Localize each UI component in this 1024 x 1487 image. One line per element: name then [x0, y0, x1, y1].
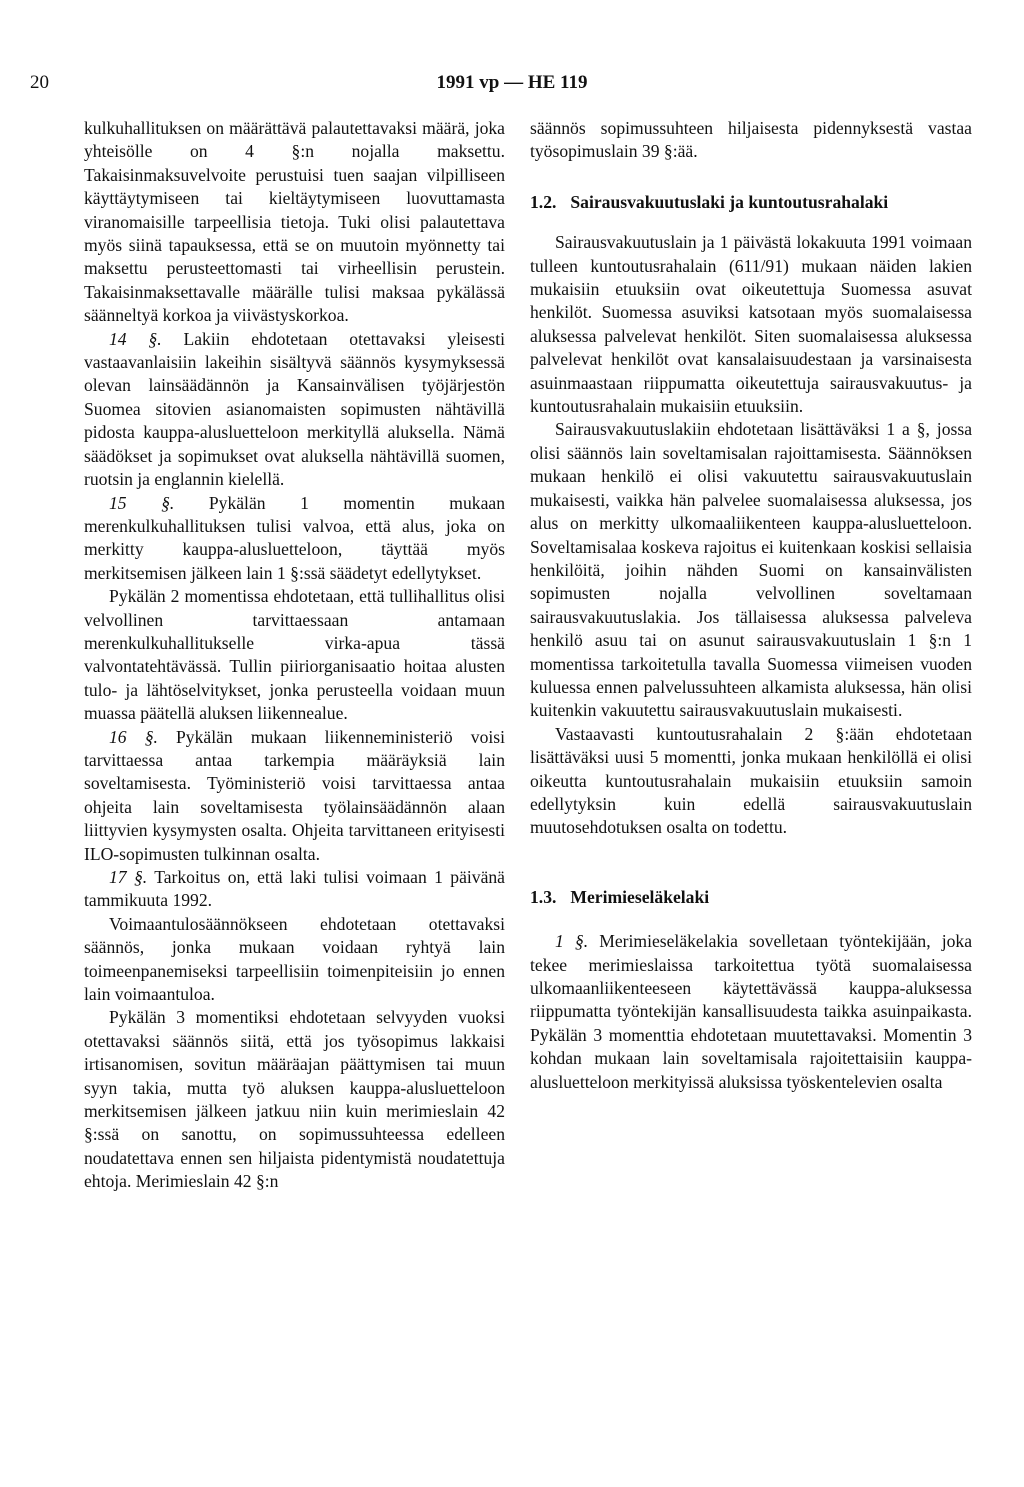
paragraph: Sairausvakuutuslakiin ehdotetaan lisättäväksi 1 a §, jossa olisi säännös lain soveltamisalan rajoittamisesta. Säännöksen mukaan henkilö ei olisi vakuutettu sairausvakuutuslain mukaisesti, vaikka hän palvelee suomalaisessa aluksessa, jos alus on merkitty ulkomaaliikenteen kauppa-alusluetteloon. Soveltamisalaa koskeva rajoitus ei kuitenkaan koskisi sellaisia henkilöitä, joihin nähden Suomi on kansainvälisten sopimusten nojalla velvollinen soveltamaan sairausvakuutuslakia. Jos tällaisessa aluksessa palveleva henkilö asuu tai on asunut sairausvakuutuslain 1 §:n 1 momentissa tarkoitetulla tavalla Suomessa viimeisen vuoden kuluessa ennen palvelussuhteen alkamista aluksessa, hän olisi kuitenkin vakuutettu sairausvakuutuslain mukaisesti. — [530, 419, 972, 721]
paragraph-text: Pykälän 1 momentin mukaan merenkulkuhallituksen tulisi valvoa, että alus, joka on merkitty kauppa-alusluetteloon, täyttää myös merkitsemisen jälkeen lain 1 §:ssä säädetyt edellytykset. — [84, 492, 505, 583]
paragraph — [84, 492, 505, 586]
paragraph: kulkuhallituksen on määrättävä palautettavaksi määrä, joka yhteisölle on 4 §:n nojalla maksettu. Takaisinmaksuvelvoite perustuisi tuen saajan vilpilliseen käyttäytymiseen tai kieltäytymiseen luovuttamasta viranomaisille tarpeellisia tietoja. Tuki olisi palautettava myös siinä tapauksessa, että se on muutoin myönnetty tai maksettu perusteettomasti tai virheellisin perustein. Takaisinmaksettavalle määrälle tulisi maksaa pykälässä säänneltyä korkoa ja viivästyskorkoa. — [84, 118, 505, 326]
paragraph: Vastaavasti kuntoutusrahalain 2 §:ään ehdotetaan lisättäväksi uusi 5 momentti, jonka mukaan henkilöllä ei olisi oikeutta kuntoutusrahalain mukaisiin etuuksiin samoin edellytyksin kuin edellä sairausvakuutuslain muutosehdotuksen osalta on todettu. — [530, 723, 972, 838]
section-heading-number: 1.2. — [530, 191, 557, 212]
paragraph: Pykälän 2 momentissa ehdotetaan, että tullihallitus olisi velvollinen tarvittaessaan antamaan merenkulkuhallitukselle virka-apua tässä valvontatehtävässä. Tullin piiriorganisaatio hoitaa alusten tulo- ja lähtöselvitykset, jonka perusteella voidaan muun muassa päätellä aluksen liikennealue. — [84, 586, 505, 724]
section-heading-title: Merimieseläkelaki — [570, 886, 710, 907]
paragraph — [84, 726, 505, 866]
paragraph-text: Merimieseläkelakia sovelletaan työntekijään, joka tekee merimieslaissa tarkoitettua työtä suomalaisessa ulkomaanliikenteeseen käytettävässä kauppa-aluksessa riippumatta työntekijän kansallisuudesta taikka asuinpaikasta. Pykälän 3 momenttia ehdotetaan muutettavaksi. Momentin 3 kohdan mukaan lain soveltamisala rajoitettaisiin kauppa-alusluetteloon merkityissä aluksissa työskentelevien osalta — [530, 931, 972, 1092]
section-ref: 17 §. — [109, 867, 148, 887]
section-heading — [530, 886, 972, 909]
page-number: 20 — [30, 72, 49, 93]
paragraph — [530, 930, 972, 1094]
left-column — [84, 117, 505, 1194]
paragraph: Voimaantulosäännökseen ehdotetaan otettavaksi säännös, jonka mukaan voidaan ryhtyä lain toimeenpanemiseksi tarpeellisiin toimenpiteisiin jo ennen lain voimaantuloa. — [84, 913, 505, 1005]
section-heading-number: 1.3. — [530, 886, 557, 907]
right-column — [530, 117, 972, 1094]
section-ref: 1 §. — [555, 931, 589, 952]
section-ref: 15 §. — [109, 492, 175, 513]
paragraph-text: Pykälän mukaan liikenneministeriö voisi tarvittaessa antaa tarkempia määräyksiä lain soveltamisesta. Työministeriö voisi tarvittaessa antaa ohjeita lain soveltamisesta työlainsäädännön alaan liittyvien kysymysten osalta. Ohjeita tarvittaneen erityisesti ILO-sopimusten tulkinnan osalta. — [84, 726, 505, 864]
paragraph-text: Lakiin ehdotetaan otettavaksi yleisesti vastaavanlaisiin lakeihin sisältyvä säännös kysymyksessä olevan lainsäädännön ja Kansainvälisen työjärjestön Suomea sitovien asianomaisten sopimusten nähtävillä pidosta kauppa-alusluetteloon merkityllä aluksella. Nämä säädökset ja sopimukset ovat aluksella nähtävillä suomen, ruotsin ja englannin kielellä. — [84, 328, 505, 490]
section-heading-title: Sairausvakuutuslaki ja kuntoutusrahalaki — [570, 191, 889, 212]
section-heading — [530, 191, 972, 214]
running-head: 1991 vp — HE 119 — [436, 72, 588, 93]
section-ref: 16 §. — [109, 726, 158, 747]
paragraph: Sairausvakuutuslain ja 1 päivästä lokakuuta 1991 voimaan tulleen kuntoutusrahalain (611/91) mukaan näiden lakien mukaisiin etuuksiin ovat oikeutettuja Suomessa asuvat henkilöt. Suomessa asuviksi katsotaan myös suomalaisessa aluksessa palvelevat henkilöt. Siten suomalaisessa aluksessa palvelevat henkilöt ovat kansalaisuudestaan ja varsinaisesta asuinmaastaan riippumatta oikeutettuja sairausvakuutus- ja kuntoutusrahalain mukaisiin etuuksiin. — [530, 232, 972, 417]
paragraph — [84, 328, 505, 492]
paragraph — [84, 866, 505, 913]
paragraph-text: Tarkoitus on, että laki tulisi voimaan 1 päivänä tammikuuta 1992. — [84, 867, 505, 911]
paragraph: säännös sopimussuhteen hiljaisesta pidennyksestä vastaa työsopimuslain 39 §:ää. — [530, 118, 972, 162]
section-ref: 14 §. — [109, 328, 162, 349]
paragraph: Pykälän 3 momentiksi ehdotetaan selvyyden vuoksi otettavaksi säännös siitä, että jos työsopimus lakkaisi irtisanomisen, sovitun määräajan päättymisen tai muun syyn takia, mutta työ aluksen kauppa-alusluetteloon merkitsemisen jälkeen jatkuu niin kuin merimieslain 42 §:ssä on sanottu, on sopimussuhteessa edelleen noudatettava ennen sen hiljaista pidentymistä noudatettuja ehtoja. Merimieslain 42 §:n — [84, 1007, 505, 1192]
